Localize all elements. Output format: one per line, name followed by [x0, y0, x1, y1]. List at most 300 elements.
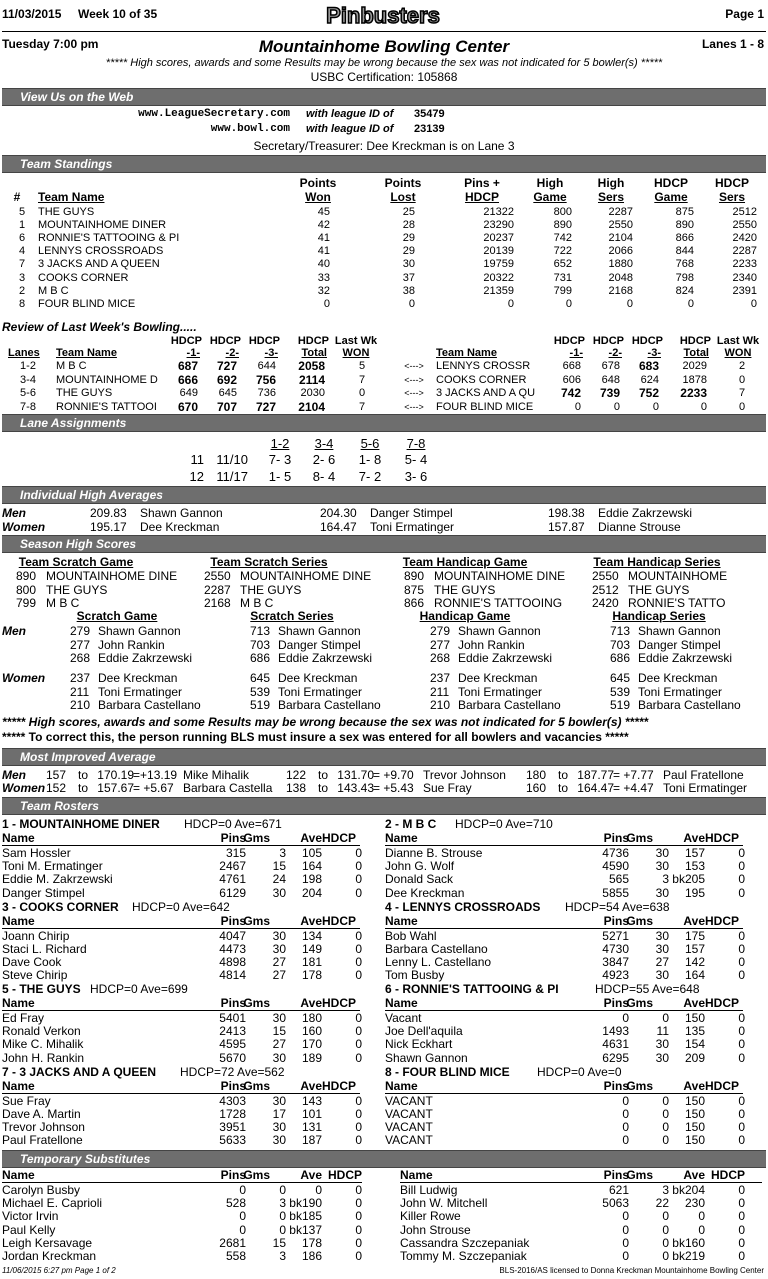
review-head: HDCP — [631, 335, 663, 347]
roster-ave: 209 — [684, 1050, 705, 1065]
standing-team: COOKS CORNER — [38, 271, 129, 284]
roster-team-meta: HDCP=55 Ave=648 — [595, 982, 700, 996]
standing-value: 20139 — [483, 245, 514, 258]
review-lanes: 7-8 — [20, 400, 36, 413]
sub-pins: 0 — [622, 1209, 629, 1224]
roster-gms: 27 — [655, 954, 669, 969]
sub-pins: 558 — [225, 1249, 246, 1263]
improved-end: 131.70 — [337, 768, 374, 782]
standings-section-bar — [2, 155, 766, 173]
season-ind-bowler: Eddie Zakrzewski — [278, 651, 373, 666]
standing-value: 2420 — [732, 232, 757, 245]
roster-bowler: Dianne B. Strouse — [385, 846, 483, 860]
season-ind-head: Scratch Game — [76, 609, 158, 623]
improved-start: 180 — [525, 768, 546, 782]
roster-hdcp: 0 — [355, 928, 362, 943]
standing-num: 8 — [18, 297, 26, 310]
roster-ave: 154 — [684, 1037, 705, 1052]
roster-gms: 24 — [272, 872, 286, 887]
season-ind-head: Handicap Game — [419, 609, 511, 623]
improved-section-bar — [2, 748, 766, 766]
roster-bowler: Dee Kreckman — [385, 885, 465, 900]
season-team-head: Team Handicap Game — [402, 555, 528, 569]
review-score: 678 — [601, 360, 620, 372]
sub-hdcp: 0 — [355, 1183, 362, 1197]
avg-value: 195.17 — [90, 520, 127, 534]
review-score: 644 — [257, 360, 276, 372]
standing-value: 2550 — [732, 219, 757, 232]
roster-pins: 4814 — [219, 968, 246, 983]
avg-value: 157.87 — [548, 520, 585, 534]
review-score: 2233 — [680, 386, 707, 401]
sub-ave: bk219 — [672, 1249, 705, 1263]
sex-warning: ***** High scores, awards and some Results may be wrong because the sex was not indicated for 5 bowler(s) ***** — [105, 57, 663, 69]
improved-to: to — [558, 781, 569, 795]
avg-bowler: Danger Stimpel — [370, 506, 453, 520]
roster-bowler: Barbara Castellano — [385, 941, 488, 956]
season-ind-bowler: Eddie Zakrzewski — [98, 651, 193, 666]
lanes-section-title: Lane Assignments — [20, 416, 127, 430]
roster-gms: 30 — [272, 885, 286, 900]
season-score: 2168 — [204, 596, 231, 610]
review-score: 727 — [216, 359, 237, 373]
lane-pairing: 7- 3 — [268, 452, 292, 467]
season-ind-score: 268 — [70, 651, 91, 666]
roster-bowler: Paul Fratellone — [2, 1133, 83, 1148]
roster-pins: 2467 — [219, 859, 246, 874]
roster-pins: 6295 — [602, 1050, 629, 1065]
sub-pins: 0 — [622, 1235, 629, 1250]
roster-head-hdcp: HDCP — [321, 996, 356, 1010]
review-head: HDCP — [209, 335, 241, 347]
roster-bowler: Dave Cook — [2, 954, 62, 969]
roster-head-pins: Pins — [603, 1078, 629, 1093]
season-team: M B C — [46, 596, 80, 610]
sub-bowler: Carolyn Busby — [2, 1183, 81, 1197]
review-head: WON — [724, 347, 752, 359]
roster-pins: 4047 — [219, 928, 246, 943]
season-ind-score: 686 — [610, 651, 631, 666]
season-score: 2550 — [592, 569, 619, 583]
roster-pins: 3847 — [602, 954, 629, 969]
lane-pairing: 7- 2 — [358, 469, 382, 484]
season-team: MOUNTAINHOME DINE — [434, 569, 566, 583]
review-score: 0 — [652, 400, 659, 413]
roster-ave: 180 — [301, 1011, 322, 1025]
review-score: 739 — [599, 386, 620, 401]
col-head-team: Team Name — [38, 190, 105, 204]
season-ind-bowler: Barbara Castellano — [278, 698, 381, 713]
roster-head-name: Name — [385, 831, 418, 845]
review-lanes: 5-6 — [20, 387, 36, 400]
roster-gms: 30 — [655, 1050, 669, 1065]
roster-team-meta: HDCP=0 Ave=699 — [90, 982, 188, 996]
season-ind-score: 645 — [610, 671, 631, 685]
roster-bowler: VACANT — [385, 1119, 433, 1134]
web-label: with league ID of — [306, 123, 394, 135]
roster-hdcp: 0 — [355, 1050, 362, 1065]
improved-bowler: Mike Mihalik — [183, 768, 250, 782]
roster-pins: 4303 — [219, 1093, 246, 1108]
improved-to: to — [318, 768, 329, 782]
roster-pins: 2413 — [219, 1024, 246, 1039]
roster-gms: 30 — [272, 1093, 286, 1108]
sub-pins: 0 — [239, 1183, 246, 1197]
standing-value: 41 — [317, 232, 330, 245]
sub-gms: 0 — [279, 1209, 286, 1224]
sub-gms: 0 — [662, 1249, 669, 1263]
lane-week: 11 — [190, 452, 204, 467]
review-score: 736 — [257, 387, 276, 400]
standing-value: 2066 — [608, 245, 633, 258]
roster-ave: 142 — [684, 954, 705, 969]
sub-hdcp: 0 — [738, 1249, 745, 1263]
sub-ave: 0 — [315, 1183, 322, 1197]
secretary-info: Secretary/Treasurer: Dee Kreckman is on Lane 3 — [253, 139, 515, 153]
improved-bowler: Sue Fray — [423, 781, 472, 795]
roster-bowler: John G. Wolf — [385, 859, 455, 874]
season-ind-bowler: Eddie Zakrzewski — [458, 651, 553, 666]
standing-value: 652 — [553, 258, 572, 271]
roster-bowler: VACANT — [385, 1133, 433, 1148]
season-ind-score: 539 — [610, 684, 631, 699]
season-score: 875 — [404, 582, 425, 597]
roster-team-meta: HDCP=0 Ave=671 — [184, 817, 282, 831]
standing-value: 2287 — [608, 206, 633, 218]
roster-bowler: Vacant — [385, 1011, 422, 1025]
col-head: HDCP — [714, 176, 749, 190]
standing-value: 2168 — [608, 284, 633, 297]
improved-to: to — [318, 781, 329, 795]
lane-pair-head: 1-2 — [270, 436, 290, 451]
standing-value: 0 — [626, 297, 633, 310]
standing-value: 866 — [675, 232, 694, 245]
review-head-team: Team Name — [436, 347, 497, 359]
avg-value: 164.47 — [320, 520, 357, 534]
improved-delta: = +4.47 — [613, 781, 654, 795]
improved-end: 157.67 — [97, 781, 134, 795]
sub-gms: 0 — [662, 1235, 669, 1250]
review-head: -3- — [647, 347, 661, 359]
roster-bowler: Lenny L. Castellano — [385, 954, 492, 969]
season-ind-score: 703 — [610, 637, 631, 652]
review-score: 668 — [562, 360, 581, 372]
season-team: MOUNTAINHOME DINE — [240, 569, 372, 583]
sub-hdcp: 0 — [355, 1249, 362, 1263]
roster-head-ave: Ave — [683, 913, 705, 928]
sub-gms: 0 — [662, 1209, 669, 1224]
roster-ave: 150 — [684, 1119, 705, 1134]
roster-head-ave: Ave — [300, 831, 322, 845]
roster-gms: 11 — [656, 1024, 669, 1039]
roster-head-hdcp: HDCP — [321, 831, 356, 845]
review-score: 707 — [216, 399, 237, 414]
roster-ave: 175 — [684, 928, 705, 943]
roster-gms: 15 — [272, 1024, 286, 1039]
roster-head-gms: Gms — [243, 996, 270, 1010]
standing-value: 722 — [553, 245, 572, 258]
roster-hdcp: 0 — [738, 846, 745, 860]
roster-gms: 30 — [655, 968, 669, 983]
improved-bowler: Paul Fratellone — [663, 768, 744, 782]
standing-value: 20237 — [483, 232, 514, 245]
season-ind-score: 539 — [250, 684, 271, 699]
standing-value: 890 — [553, 219, 572, 232]
roster-team-title: 2 - M B C — [385, 817, 437, 831]
col-head: High — [597, 176, 625, 190]
standing-value: 824 — [675, 284, 694, 297]
standing-value: 0 — [750, 297, 757, 310]
roster-hdcp: 0 — [355, 1133, 362, 1148]
season-ind-score: 210 — [430, 698, 451, 713]
improved-to: to — [78, 768, 89, 782]
roster-hdcp: 0 — [355, 941, 362, 956]
roster-bowler: Bob Wahl — [385, 928, 437, 943]
roster-pins: 1493 — [602, 1024, 629, 1039]
roster-head-ave: Ave — [300, 913, 322, 928]
season-ind-score: 645 — [250, 671, 271, 685]
standing-num: 5 — [18, 206, 26, 218]
standing-value: 45 — [317, 206, 330, 218]
roster-ave: 195 — [684, 885, 705, 900]
standing-value: 28 — [402, 219, 415, 232]
season-score: 800 — [16, 582, 37, 597]
roster-bowler: Ed Fray — [2, 1011, 45, 1025]
standing-value: 875 — [675, 206, 694, 218]
roster-bowler: Danger Stimpel — [2, 885, 85, 900]
sub-hdcp: 0 — [355, 1235, 362, 1250]
roster-head-hdcp: HDCP — [704, 1078, 739, 1093]
roster-pins: 4761 — [219, 872, 246, 887]
usbc-certification: USBC Certification: 105868 — [310, 70, 458, 84]
review-score: 2114 — [298, 372, 325, 387]
improved-to: to — [78, 781, 89, 795]
women-label: Women — [2, 671, 46, 685]
sub-ave: bk160 — [672, 1235, 705, 1250]
roster-head-gms: Gms — [626, 996, 653, 1010]
season-score: 890 — [16, 569, 37, 583]
season-ind-bowler: Dee Kreckman — [458, 671, 538, 685]
roster-team-title: 4 - LENNYS CROSSROADS — [385, 899, 541, 914]
season-score: 2512 — [592, 582, 619, 597]
col-head: HDCP — [653, 176, 688, 190]
lane-pairing: 1- 5 — [268, 469, 292, 484]
season-team-head: Team Handicap Series — [593, 555, 721, 569]
review-lanes: 3-4 — [20, 373, 36, 386]
review-score: 0 — [700, 400, 707, 413]
season-ind-bowler: Danger Stimpel — [278, 637, 361, 652]
sub-ave: bk190 — [289, 1196, 322, 1211]
review-score: 1878 — [682, 373, 707, 386]
roster-ave: 150 — [684, 1133, 705, 1148]
subs-head-gms: Gms — [626, 1168, 653, 1182]
review-score: 2030 — [300, 387, 325, 400]
col-head: Sers — [718, 190, 746, 204]
lane-pairing: 5- 4 — [404, 452, 428, 467]
report-week: Week 10 of 35 — [78, 7, 158, 21]
sub-hdcp: 0 — [738, 1196, 745, 1211]
lane-pairing: 3- 6 — [404, 469, 428, 484]
roster-gms: 30 — [655, 885, 669, 900]
roster-hdcp: 0 — [738, 1024, 745, 1039]
roster-team-meta: HDCP=72 Ave=562 — [180, 1064, 285, 1079]
review-score: 752 — [638, 386, 659, 401]
review-score: 727 — [255, 399, 276, 414]
review-team: 3 JACKS AND A QU — [436, 387, 536, 400]
roster-hdcp: 0 — [738, 1093, 745, 1108]
review-head: WON — [342, 347, 370, 359]
roster-gms: 30 — [272, 1133, 286, 1148]
roster-team-meta: HDCP=0 Ave=710 — [455, 817, 553, 831]
roster-head-gms: Gms — [243, 913, 270, 928]
roster-pins: 565 — [608, 872, 629, 887]
avg-bowler: Eddie Zakrzewski — [598, 506, 693, 520]
roster-ave: 101 — [301, 1106, 322, 1121]
review-head: -2- — [225, 347, 239, 359]
roster-hdcp: 0 — [738, 954, 745, 969]
lane-pairing: 8- 4 — [312, 469, 336, 484]
col-head-num: # — [13, 190, 21, 204]
subs-head-ave: Ave — [300, 1168, 322, 1182]
roster-hdcp: 0 — [355, 885, 362, 900]
season-ind-score: 237 — [430, 671, 451, 685]
roster-pins: 315 — [225, 846, 246, 860]
season-ind-head: Handicap Series — [612, 609, 706, 623]
roster-pins: 0 — [622, 1106, 629, 1121]
roster-bowler: Steve Chirip — [2, 968, 68, 983]
roster-bowler: Sue Fray — [2, 1093, 51, 1108]
web-section-bar — [2, 88, 766, 106]
standing-value: 0 — [687, 297, 694, 310]
roster-ave: 153 — [684, 859, 705, 874]
roster-pins: 0 — [622, 1133, 629, 1148]
review-score: 2104 — [298, 399, 325, 414]
review-head: HDCP — [679, 335, 711, 347]
standing-team: LENNYS CROSSROADS — [38, 245, 164, 258]
roster-ave: 157 — [684, 846, 705, 860]
season-team: THE GUYS — [46, 582, 108, 597]
rosters-section-title: Team Rosters — [20, 799, 99, 813]
web-label: with league ID of — [306, 108, 394, 120]
sub-pins: 0 — [239, 1209, 246, 1224]
roster-head-hdcp: HDCP — [321, 1078, 356, 1093]
lanes-range: Lanes 1 - 8 — [701, 37, 764, 51]
review-won: 0 — [738, 400, 746, 413]
review-score: 670 — [177, 399, 198, 414]
roster-bowler: Joe Dell'aquila — [385, 1024, 463, 1039]
roster-head-ave: Ave — [300, 996, 322, 1010]
review-won: 0 — [358, 387, 366, 400]
sub-ave: 186 — [301, 1249, 322, 1263]
standing-value: 32 — [317, 284, 330, 297]
standing-value: 29 — [402, 245, 415, 258]
standing-value: 742 — [553, 232, 572, 245]
footer-license: BLS-2016/AS licensed to Donna Kreckman Mountainhome Bowling Center — [499, 1266, 764, 1275]
roster-team-title: 1 - MOUNTAINHOME DINER — [2, 817, 160, 831]
roster-head-name: Name — [2, 831, 35, 845]
col-head: Game — [533, 190, 567, 204]
review-won: 7 — [358, 400, 366, 413]
review-score: 624 — [640, 373, 659, 386]
roster-head-pins: Pins — [220, 996, 246, 1010]
review-head: Last Wk — [716, 335, 760, 347]
sub-bowler: Victor Irvin — [2, 1209, 59, 1224]
avg-value: 209.83 — [90, 506, 127, 520]
improved-end: 164.47 — [577, 781, 614, 795]
review-score: 0 — [574, 400, 581, 413]
roster-gms: 30 — [272, 1011, 286, 1025]
review-score: 687 — [177, 359, 198, 373]
season-ind-bowler: Dee Kreckman — [98, 671, 178, 685]
season-ind-score: 211 — [430, 684, 450, 699]
standing-value: 42 — [317, 219, 330, 232]
roster-bowler: Eddie M. Zakrzewski — [2, 872, 113, 887]
standing-value: 799 — [553, 284, 572, 297]
sub-gms: 0 — [279, 1222, 286, 1237]
sub-pins: 621 — [608, 1183, 629, 1197]
roster-ave: 134 — [301, 928, 322, 943]
sub-ave: 0 — [698, 1222, 705, 1237]
roster-pins: 0 — [622, 1011, 629, 1025]
roster-ave: 204 — [301, 885, 322, 900]
lane-date: 11/17 — [216, 469, 248, 484]
lane-pairing: 1- 8 — [358, 452, 382, 467]
review-won: 2 — [738, 360, 746, 372]
review-score: 742 — [560, 386, 581, 401]
col-head: Lost — [390, 190, 416, 204]
standing-value: 0 — [323, 297, 330, 310]
standing-value: 0 — [408, 297, 415, 310]
roster-pins: 0 — [622, 1093, 629, 1108]
roster-bowler: Sam Hossler — [2, 846, 71, 860]
review-score: 756 — [255, 372, 276, 387]
roster-pins: 4595 — [219, 1037, 246, 1052]
roster-head-gms: Gms — [243, 1078, 270, 1093]
roster-head-pins: Pins — [220, 1078, 246, 1093]
improved-start: 160 — [525, 781, 546, 795]
header-rule — [2, 31, 766, 32]
improved-bowler: Trevor Johnson — [423, 768, 506, 782]
report-date: 11/03/2015 — [2, 7, 62, 21]
standing-num: 7 — [18, 258, 26, 271]
improved-delta: =+13.19 — [133, 768, 178, 782]
roster-hdcp: 0 — [738, 872, 745, 887]
season-ind-bowler: John Rankin — [98, 637, 165, 652]
review-head-lanes: Lanes — [8, 347, 40, 359]
review-team: RONNIE'S TATTOOI — [56, 400, 157, 413]
standing-value: 0 — [507, 297, 514, 310]
roster-head-ave: Ave — [683, 831, 705, 845]
season-ind-score: 279 — [430, 624, 451, 638]
sub-gms: 0 — [662, 1222, 669, 1237]
improved-start: 122 — [285, 768, 306, 782]
lane-date: 11/10 — [216, 452, 248, 467]
roster-bowler: Donald Sack — [385, 872, 454, 887]
lane-pair-head: 3-4 — [314, 436, 334, 451]
review-vs-arrow: <---> — [404, 388, 424, 399]
review-team: COOKS CORNER — [436, 373, 527, 386]
roster-hdcp: 0 — [738, 928, 745, 943]
standing-value: 30 — [402, 258, 415, 271]
standing-team: MOUNTAINHOME DINER — [38, 219, 167, 232]
season-ind-score: 277 — [70, 637, 91, 652]
sub-hdcp: 0 — [355, 1196, 362, 1211]
sub-bowler: Cassandra Szczepaniak — [400, 1235, 530, 1250]
standing-num: 4 — [18, 245, 26, 258]
roster-hdcp: 0 — [738, 1037, 745, 1052]
review-team: M B C — [56, 360, 87, 372]
subs-head-pins: Pins — [220, 1168, 246, 1182]
